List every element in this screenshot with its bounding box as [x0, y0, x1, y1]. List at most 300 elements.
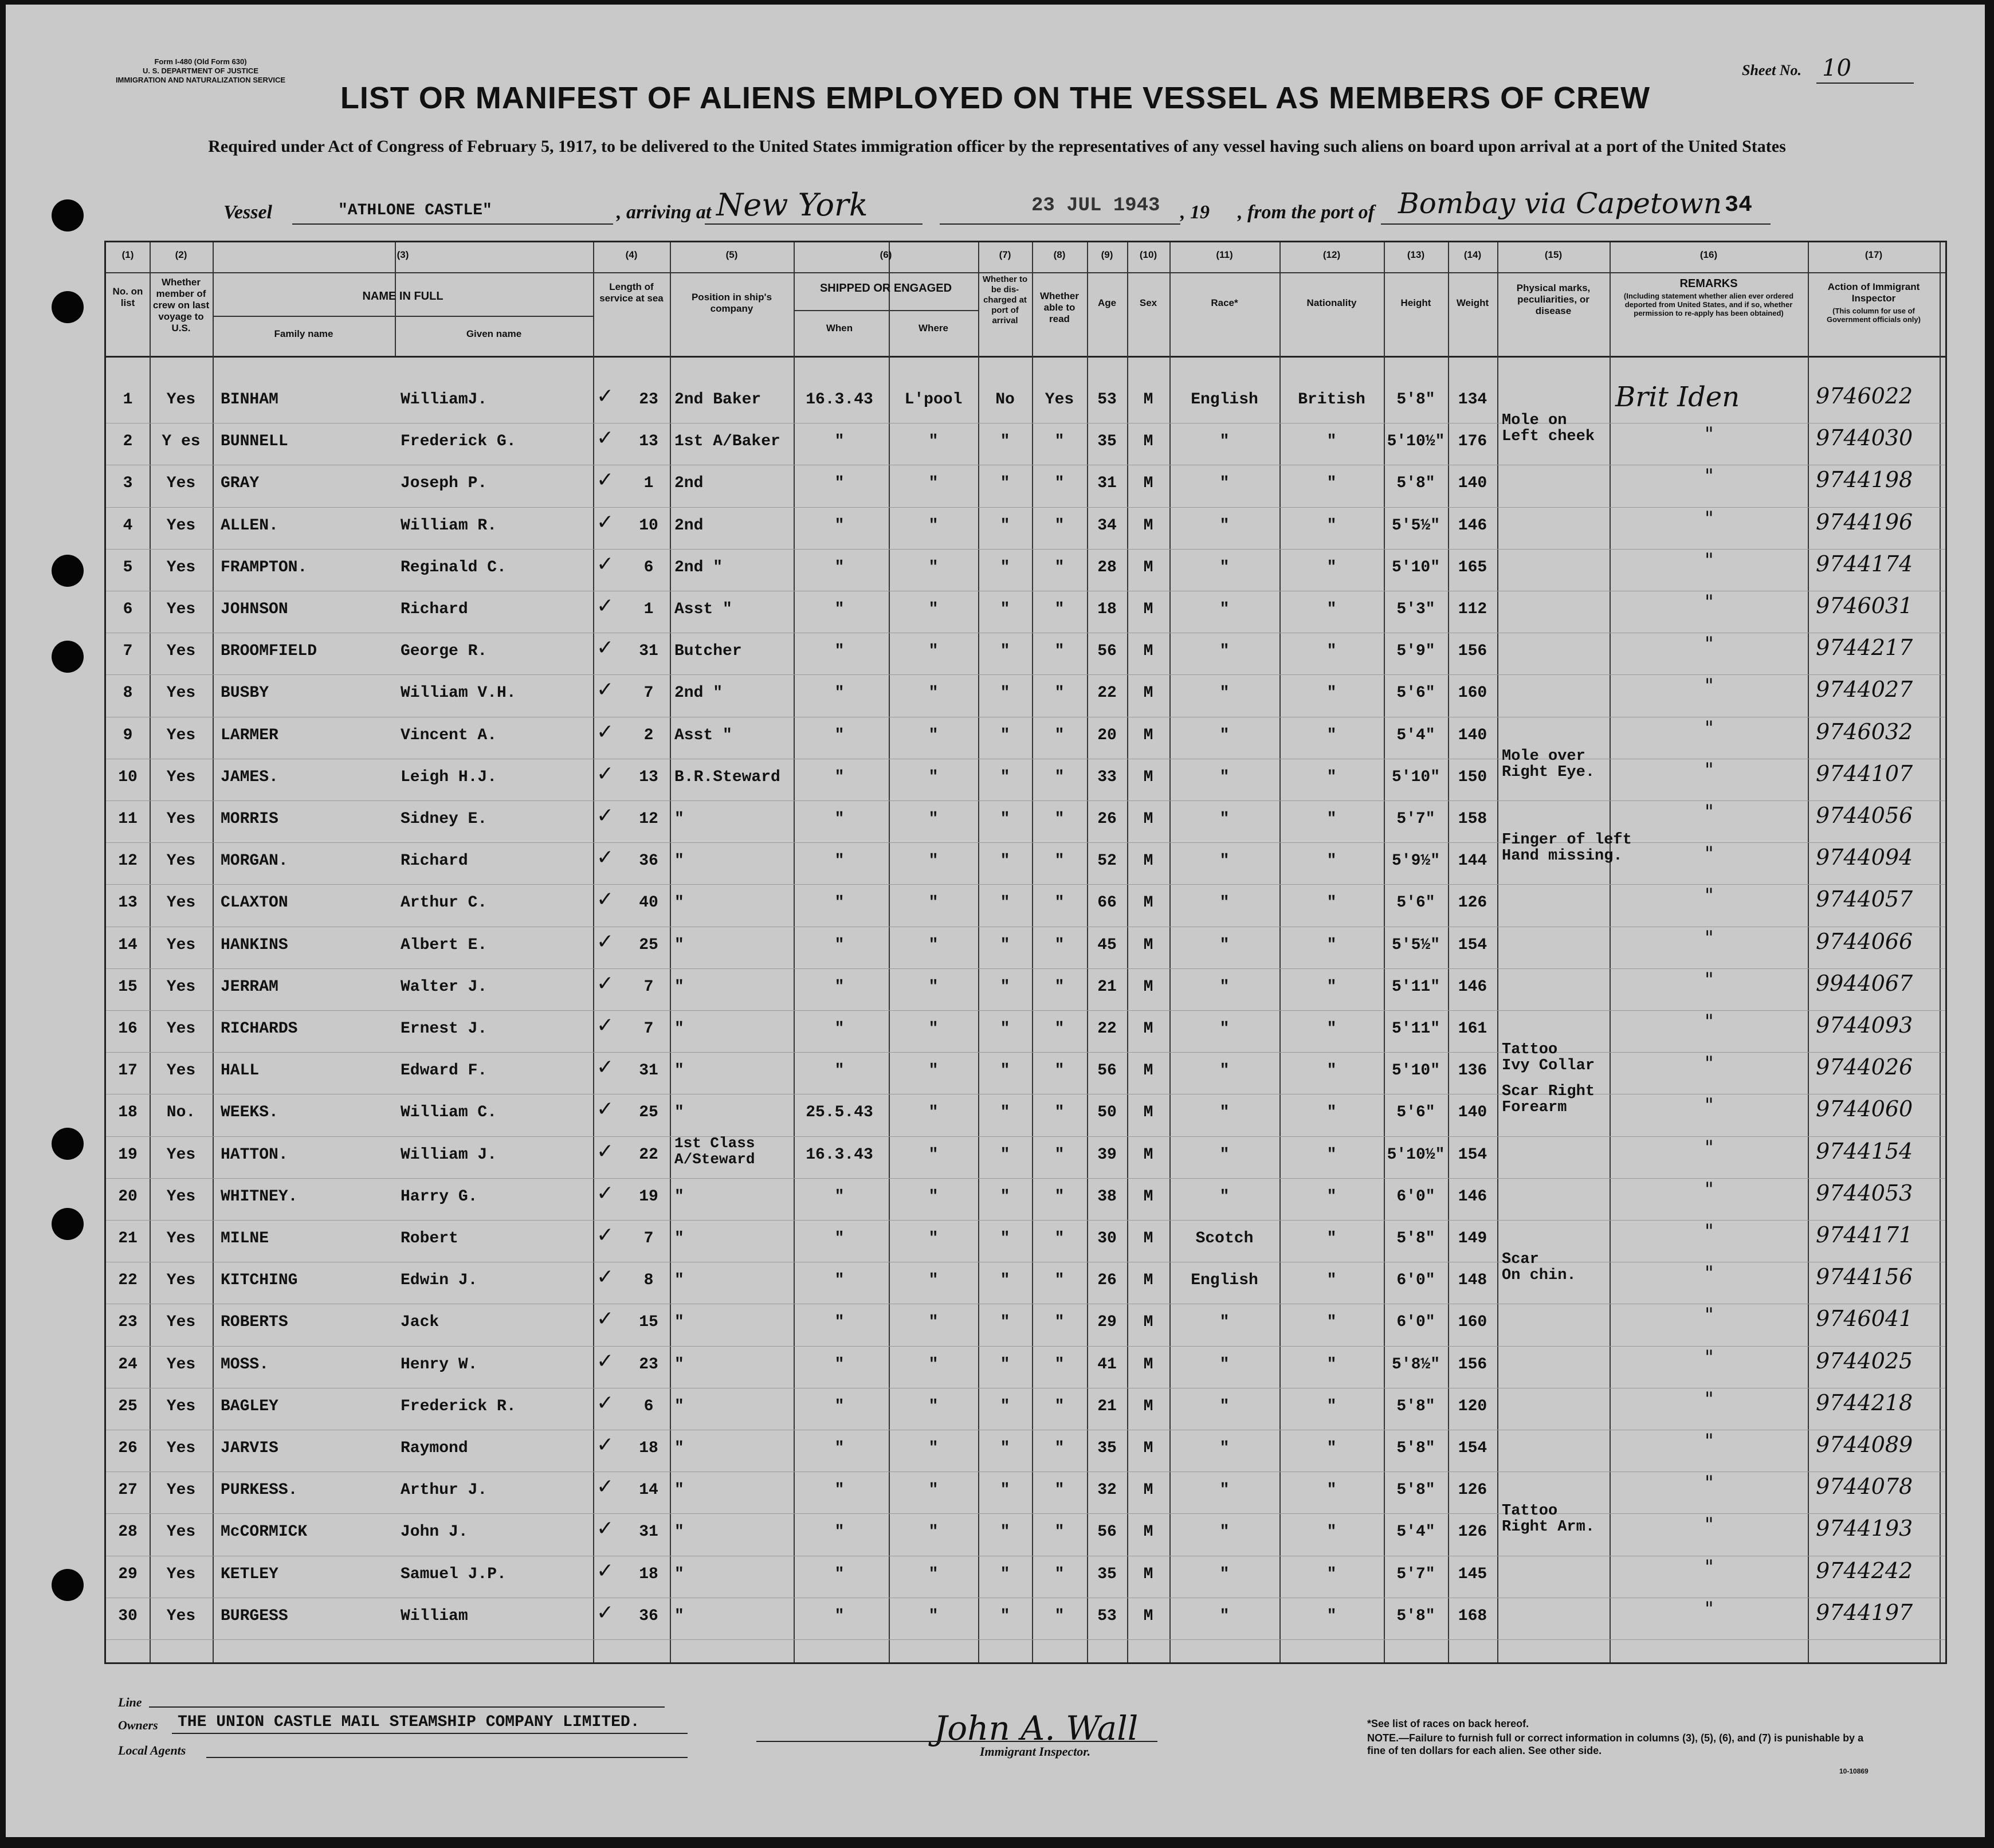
cell-inspector-action: 9744066	[1816, 928, 1913, 954]
cell-weight: 154	[1458, 936, 1487, 954]
cell-remarks: "	[1705, 1430, 1714, 1453]
check-mark-icon: ✓	[596, 1097, 614, 1121]
cell-race: "	[1219, 1020, 1230, 1038]
cell-family: MORGAN.	[221, 852, 288, 870]
check-mark-icon: ✓	[596, 929, 614, 954]
cell-race: "	[1219, 558, 1230, 576]
cell-no: 9	[123, 726, 133, 744]
cell-when: "	[834, 852, 845, 870]
cell-when: "	[834, 433, 845, 451]
cell-race: "	[1219, 516, 1230, 535]
cell-remarks: "	[1705, 884, 1714, 908]
cell-height: 5'10½"	[1387, 433, 1445, 451]
cell-weight: 140	[1458, 474, 1487, 493]
cell-given: Richard	[401, 852, 468, 870]
cell-given: Reginald C.	[401, 558, 507, 576]
cell-race: "	[1219, 1607, 1230, 1625]
inspector-signature: John A. Wall	[934, 1709, 1139, 1748]
cell-read: "	[1054, 433, 1065, 451]
cell-family: MOSS.	[221, 1355, 269, 1374]
cell-race: "	[1219, 1397, 1230, 1415]
owners-name: THE UNION CASTLE MAIL STEAMSHIP COMPANY LIMITED.	[178, 1713, 640, 1731]
cell-weight: 160	[1458, 1313, 1487, 1332]
cell-family: BURGESS	[221, 1607, 288, 1625]
cell-prev: Yes	[166, 1145, 196, 1164]
cell-sex: M	[1143, 1481, 1153, 1500]
cell-weight: 140	[1458, 1104, 1487, 1122]
cell-weight: 158	[1458, 810, 1487, 828]
binder-hole	[52, 555, 84, 587]
cell-prev: Yes	[166, 1020, 196, 1038]
cell-no: 3	[123, 474, 133, 493]
cell-inspector-action: 9744242	[1816, 1557, 1913, 1583]
cell-height: 5'9"	[1396, 642, 1435, 661]
cell-race: English	[1191, 391, 1258, 409]
cell-prev: Y es	[162, 433, 201, 451]
cell-inspector-action: 9744025	[1816, 1348, 1913, 1374]
cell-position: "	[674, 1230, 684, 1247]
from-port: Bombay via Capetown	[1398, 187, 1722, 220]
cell-when: "	[834, 1439, 845, 1457]
cell-read: "	[1054, 768, 1065, 786]
cell-discharged: "	[1000, 1230, 1010, 1247]
check-mark-icon: ✓	[596, 1433, 614, 1457]
cell-race: "	[1219, 1481, 1230, 1500]
cell-age: 66	[1097, 894, 1117, 912]
cell-discharged: "	[1000, 684, 1010, 703]
cell-sex: M	[1143, 1523, 1153, 1541]
cell-when: "	[834, 684, 845, 703]
check-mark-icon: ✓	[596, 384, 614, 408]
cell-position: "	[674, 1272, 684, 1290]
cell-given: Sidney E.	[401, 810, 488, 828]
cell-race: "	[1219, 894, 1230, 912]
cell-when: 16.3.43	[806, 1145, 873, 1164]
cell-remarks: "	[1705, 1304, 1714, 1327]
cell-read: Yes	[1045, 391, 1074, 409]
cell-height: 6'0"	[1396, 1272, 1435, 1290]
cell-prev: Yes	[166, 1230, 196, 1247]
cell-height: 5'6"	[1396, 894, 1435, 912]
cell-discharged: "	[1000, 726, 1010, 744]
cell-when: "	[834, 1397, 845, 1415]
cell-prev: Yes	[166, 1439, 196, 1457]
cell-when: "	[834, 768, 845, 786]
cell-discharged: "	[1000, 1062, 1010, 1080]
cell-prev: Yes	[166, 1481, 196, 1500]
cell-service: 2	[643, 726, 654, 744]
cell-physical-marks: Scar Right Forearm	[1502, 1083, 1595, 1117]
cell-age: 33	[1097, 768, 1117, 786]
cell-nationality: "	[1326, 852, 1337, 870]
column-number: (5)	[725, 249, 738, 260]
cell-remarks: "	[1705, 633, 1714, 656]
cell-discharged: "	[1000, 1565, 1010, 1583]
crew-manifest-table	[104, 241, 1947, 1664]
cell-where: "	[928, 1439, 939, 1457]
cell-discharged: "	[1000, 1313, 1010, 1332]
check-mark-icon: ✓	[596, 1349, 614, 1373]
cell-family: MILNE	[221, 1230, 269, 1247]
header-shipped-or-engaged: SHIPPED OR ENGAGED	[819, 282, 952, 295]
cell-race: "	[1219, 642, 1230, 661]
cell-where: "	[928, 474, 939, 493]
cell-race: "	[1219, 1187, 1230, 1206]
cell-remarks: "	[1705, 1513, 1714, 1537]
cell-inspector-action: 9744107	[1816, 760, 1913, 786]
cell-height: 5'7"	[1396, 1565, 1435, 1583]
cell-nationality: "	[1326, 726, 1337, 744]
cell-discharged: "	[1000, 1607, 1010, 1625]
cell-age: 56	[1097, 1062, 1117, 1080]
cell-position: "	[674, 1062, 684, 1080]
cell-nationality: "	[1326, 1272, 1337, 1290]
header-nationality: Nationality	[1306, 297, 1357, 308]
cell-height: 5'10½"	[1387, 1145, 1445, 1164]
header-age: Age	[1097, 297, 1117, 308]
cell-race: "	[1219, 433, 1230, 451]
cell-given: WilliamJ.	[401, 391, 488, 409]
cell-service: 8	[643, 1272, 654, 1290]
column-number: (12)	[1322, 249, 1341, 260]
cell-read: "	[1054, 1313, 1065, 1332]
cell-family: KITCHING	[221, 1272, 298, 1290]
cell-given: Arthur C.	[401, 894, 488, 912]
cell-weight: 146	[1458, 1187, 1487, 1206]
column-number: (11)	[1216, 249, 1233, 260]
cell-service: 1	[643, 601, 654, 618]
cell-nationality: "	[1326, 1145, 1337, 1164]
cell-prev: Yes	[166, 894, 196, 912]
cell-discharged: "	[1000, 433, 1010, 451]
header-inspector-action: Action of Immigrant Inspector	[1827, 281, 1920, 304]
cell-height: 5'11"	[1391, 1020, 1440, 1038]
header-no-on-list: No. on list	[112, 286, 143, 308]
cell-age: 32	[1097, 1481, 1117, 1500]
cell-age: 22	[1097, 684, 1117, 703]
cell-height: 6'0"	[1396, 1187, 1435, 1206]
cell-where: "	[928, 1230, 939, 1247]
cell-where: "	[928, 810, 939, 828]
cell-sex: M	[1143, 684, 1153, 703]
arrival-underline	[705, 223, 923, 225]
cell-where: "	[928, 1565, 939, 1583]
cell-where: "	[928, 433, 939, 451]
cell-nationality: British	[1298, 391, 1365, 409]
cell-race: "	[1219, 1313, 1230, 1332]
cell-inspector-action: 9744030	[1816, 425, 1913, 451]
cell-physical-marks: Mole on Left cheek	[1502, 412, 1595, 446]
cell-prev: Yes	[166, 978, 196, 996]
cell-service: 13	[639, 433, 658, 451]
cell-position: 2nd Baker	[674, 391, 762, 409]
row-guide-line	[106, 1220, 1945, 1221]
cell-inspector-action: 9744093	[1816, 1013, 1913, 1038]
line-label: Line	[118, 1695, 142, 1709]
cell-family: LARMER	[221, 726, 278, 744]
cell-service: 36	[639, 1607, 658, 1625]
cell-when: "	[834, 1230, 845, 1247]
check-mark-icon: ✓	[596, 1181, 614, 1205]
cell-prev: Yes	[166, 558, 196, 576]
cell-height: 5'8"	[1396, 1607, 1435, 1625]
cell-read: "	[1054, 1565, 1065, 1583]
cell-read: "	[1054, 1104, 1065, 1122]
cell-remarks: "	[1705, 758, 1714, 782]
header-divider	[106, 356, 1945, 358]
cell-family: JARVIS	[221, 1439, 278, 1457]
cell-discharged: "	[1000, 1355, 1010, 1374]
arriving-label: , arriving at	[617, 202, 712, 223]
cell-read: "	[1054, 1439, 1065, 1457]
cell-when: "	[834, 1355, 845, 1374]
cell-inspector-action: 9744094	[1816, 845, 1913, 870]
cell-age: 21	[1097, 1397, 1117, 1415]
cell-family: ALLEN.	[221, 516, 278, 535]
cell-family: RICHARDS	[221, 1020, 298, 1038]
cell-age: 53	[1097, 1607, 1117, 1625]
cell-weight: 126	[1458, 1481, 1487, 1500]
cell-family: GRAY	[221, 474, 260, 493]
year-label: , 19	[1180, 202, 1210, 223]
cell-family: JERRAM	[221, 978, 278, 996]
cell-no: 25	[118, 1397, 138, 1415]
cell-sex: M	[1143, 1104, 1153, 1122]
header-height: Height	[1400, 297, 1431, 308]
cell-remarks: "	[1705, 1220, 1714, 1243]
cell-when: "	[834, 1313, 845, 1332]
cell-remarks: "	[1705, 1052, 1714, 1076]
cell-service: 25	[639, 1104, 658, 1122]
cell-weight: 144	[1458, 852, 1487, 870]
check-mark-icon: ✓	[596, 636, 614, 660]
cell-inspector-action: 9744078	[1816, 1474, 1913, 1500]
penalty-note: NOTE.—Failure to furnish full or correct information in columns (3), (5), (6), and (7) is punishable by a fine of ten dollars for each alien. See other side.	[1367, 1732, 1864, 1756]
cell-discharged: "	[1000, 1104, 1010, 1122]
cell-age: 35	[1097, 433, 1117, 451]
cell-weight: 140	[1458, 726, 1487, 744]
cell-no: 1	[123, 391, 133, 409]
column-number: (3)	[397, 249, 409, 260]
cell-where: "	[928, 852, 939, 870]
cell-age: 34	[1097, 516, 1117, 535]
cell-weight: 134	[1458, 391, 1487, 409]
cell-when: 16.3.43	[806, 391, 873, 409]
check-mark-icon: ✓	[596, 846, 614, 870]
cell-given: William R.	[401, 516, 497, 535]
cell-discharged: "	[1000, 1272, 1010, 1290]
cell-race: "	[1219, 1145, 1230, 1164]
cell-prev: Yes	[166, 1062, 196, 1080]
cell-service: 31	[639, 1523, 658, 1541]
cell-race: "	[1219, 474, 1230, 493]
row-guide-line	[106, 1513, 1945, 1514]
cell-inspector-action: 9744053	[1816, 1180, 1913, 1206]
cell-physical-marks: Finger of left Hand missing.	[1502, 831, 1632, 865]
cell-weight: 126	[1458, 894, 1487, 912]
cell-sex: M	[1143, 978, 1153, 996]
cell-weight: 120	[1458, 1397, 1487, 1415]
page-mark: 34	[1725, 193, 1753, 218]
cell-height: 5'10"	[1391, 768, 1440, 786]
cell-nationality: "	[1326, 810, 1337, 828]
header-inspector-note: (This column for use of Government officials only)	[1827, 307, 1921, 324]
check-mark-icon: ✓	[596, 804, 614, 827]
check-mark-icon: ✓	[596, 426, 614, 450]
row-guide-line	[106, 549, 1945, 550]
cell-where: "	[928, 1523, 939, 1541]
cell-sex: M	[1143, 433, 1153, 451]
cell-read: "	[1054, 1020, 1065, 1038]
manifest-sheet	[6, 5, 1985, 1837]
cell-age: 20	[1097, 726, 1117, 744]
cell-position: "	[674, 1397, 684, 1415]
cell-height: 5'4"	[1396, 726, 1435, 744]
cell-position: "	[674, 1355, 684, 1374]
cell-prev: Yes	[166, 1313, 196, 1332]
department-name: U. S. DEPARTMENT OF JUSTICE	[143, 66, 258, 75]
cell-no: 16	[118, 1020, 138, 1038]
cell-family: HATTON.	[221, 1145, 288, 1164]
cell-height: 5'8"	[1396, 1397, 1435, 1415]
cell-nationality: "	[1326, 684, 1337, 703]
cell-sex: M	[1143, 391, 1153, 409]
cell-when: "	[834, 1020, 845, 1038]
cell-position: "	[674, 810, 684, 828]
cell-weight: 146	[1458, 516, 1487, 535]
cell-given: William C.	[401, 1104, 497, 1122]
cell-prev: Yes	[166, 1272, 196, 1290]
cell-nationality: "	[1326, 978, 1337, 996]
cell-service: 31	[639, 642, 658, 661]
binder-hole	[52, 291, 84, 323]
cell-height: 5'6"	[1396, 1104, 1435, 1122]
column-number: (6)	[880, 249, 892, 260]
check-mark-icon: ✓	[596, 1307, 614, 1331]
cell-position: 1st A/Baker	[674, 433, 780, 451]
row-guide-line	[106, 1178, 1945, 1179]
cell-family: FRAMPTON.	[221, 558, 308, 576]
cell-weight: 160	[1458, 684, 1487, 703]
cell-position: "	[674, 936, 684, 954]
cell-sex: M	[1143, 474, 1153, 493]
cell-remarks: "	[1705, 842, 1714, 866]
cell-physical-marks: Mole over Right Eye.	[1502, 747, 1595, 781]
row-guide-line	[106, 1639, 1945, 1640]
cell-service: 7	[643, 1020, 654, 1038]
cell-remarks: "	[1705, 674, 1714, 698]
cell-position: 2nd "	[674, 684, 723, 703]
cell-no: 29	[118, 1565, 138, 1583]
cell-nationality: "	[1326, 1062, 1337, 1080]
cell-race: "	[1219, 1062, 1230, 1080]
cell-family: WEEKS.	[221, 1104, 278, 1122]
cell-position: Asst "	[674, 726, 732, 744]
cell-inspector-action: 9744193	[1816, 1516, 1913, 1541]
header-remarks: REMARKS	[1679, 277, 1738, 290]
cell-weight: 165	[1458, 558, 1487, 576]
cell-discharged: "	[1000, 1187, 1010, 1206]
header-physical-marks: Physical marks, peculiarities, or disease	[1516, 283, 1591, 316]
cell-inspector-action: 9744171	[1816, 1222, 1913, 1247]
cell-nationality: "	[1326, 1313, 1337, 1332]
cell-no: 12	[118, 852, 138, 870]
cell-inspector-action: 9744056	[1816, 803, 1913, 828]
cell-when: "	[834, 810, 845, 828]
cell-no: 14	[118, 936, 138, 954]
cell-given: Samuel J.P.	[401, 1565, 507, 1583]
cell-age: 38	[1097, 1187, 1117, 1206]
column-number: (17)	[1865, 249, 1883, 260]
cell-discharged: No	[995, 391, 1015, 409]
header-when: When	[826, 323, 853, 333]
cell-read: "	[1054, 1397, 1065, 1415]
cell-discharged: "	[1000, 1397, 1010, 1415]
cell-remarks: "	[1705, 591, 1714, 614]
cell-age: 53	[1097, 391, 1117, 409]
cell-given: Richard	[401, 601, 468, 618]
header-position: Position in ship's company	[691, 292, 772, 314]
cell-service: 22	[639, 1145, 658, 1164]
signature-underline	[756, 1741, 1157, 1742]
cell-service: 36	[639, 852, 658, 870]
cell-where: "	[928, 936, 939, 954]
row-guide-line	[106, 1010, 1945, 1011]
cell-position: "	[674, 1481, 684, 1500]
cell-weight: 146	[1458, 978, 1487, 996]
binder-hole	[52, 1128, 84, 1160]
cell-inspector-action: 9744197	[1816, 1599, 1913, 1625]
cell-sex: M	[1143, 1397, 1153, 1415]
cell-nationality: "	[1326, 936, 1337, 954]
cell-age: 56	[1097, 642, 1117, 661]
cell-inspector-action: 9744156	[1816, 1264, 1913, 1290]
cell-prev: Yes	[166, 852, 196, 870]
cell-when: "	[834, 936, 845, 954]
cell-position: "	[674, 1607, 684, 1625]
cell-where: "	[928, 1607, 939, 1625]
cell-sex: M	[1143, 642, 1153, 661]
cell-position: "	[674, 1565, 684, 1583]
cell-race: "	[1219, 1565, 1230, 1583]
date-underline	[940, 223, 1180, 225]
cell-family: McCORMICK	[221, 1523, 308, 1541]
cell-sex: M	[1143, 936, 1153, 954]
cell-physical-marks: Tattoo Right Arm.	[1502, 1502, 1595, 1536]
header-name-in-full: NAME IN FULL	[362, 290, 443, 303]
cell-service: 19	[639, 1187, 658, 1206]
cell-where: "	[928, 894, 939, 912]
cell-race: "	[1219, 726, 1230, 744]
cell-weight: 154	[1458, 1439, 1487, 1457]
cell-remarks: "	[1705, 507, 1714, 530]
cell-read: "	[1054, 684, 1065, 703]
cell-discharged: "	[1000, 852, 1010, 870]
cell-discharged: "	[1000, 642, 1010, 661]
cell-prev: Yes	[166, 1523, 196, 1541]
header-where: Where	[919, 323, 948, 333]
cell-sex: M	[1143, 516, 1153, 535]
cell-given: Jack	[401, 1313, 439, 1332]
cell-nationality: "	[1326, 1230, 1337, 1247]
column-number: (7)	[999, 249, 1011, 260]
cell-nationality: "	[1326, 768, 1337, 786]
cell-service: 7	[643, 1230, 654, 1247]
cell-inspector-action: 9746022	[1816, 383, 1913, 409]
cell-nationality: "	[1326, 474, 1337, 493]
cell-weight: 148	[1458, 1272, 1487, 1290]
cell-weight: 136	[1458, 1062, 1487, 1080]
